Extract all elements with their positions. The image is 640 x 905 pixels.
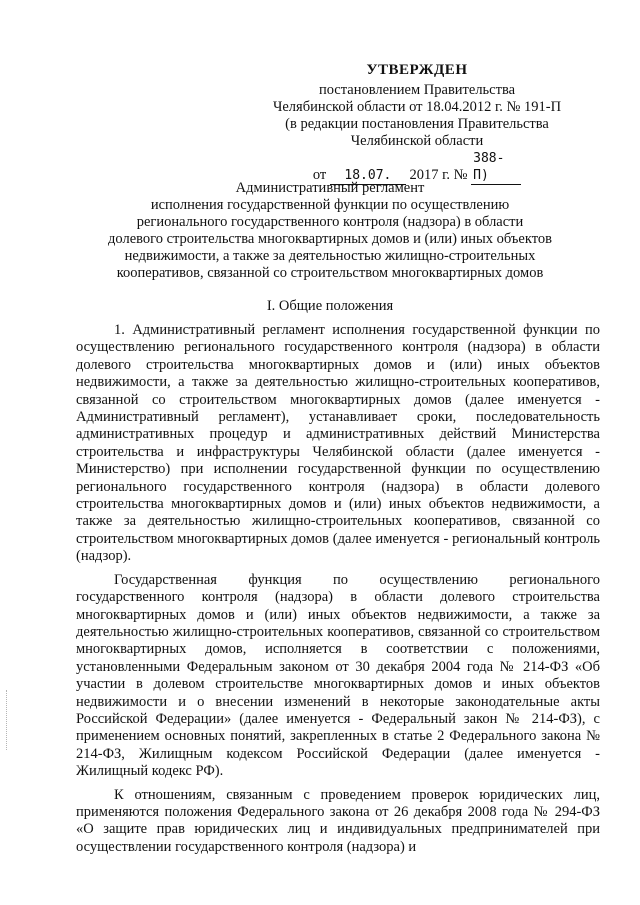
regulation-title-line: регионального государственного контроля (надзора) в области (136, 214, 524, 230)
section-heading: I. Общие положения (266, 298, 394, 314)
body-text (76, 322, 600, 862)
approval-line: Челябинской области (350, 133, 484, 149)
regulation-title-line: долевого строительства многоквартирных домов и (или) иных объектов (108, 231, 552, 247)
document-number: 388-П) (471, 150, 521, 185)
paragraph: К отношениям, связанным с проведением проверок юридических лиц, применяются положения Федерального закона от 26 декабря 2008 года № 294-ФЗ «О защите прав юридических лиц и индивидуальных предпринимателей при осуществлении государственного контроля (надзора) и (76, 786, 600, 855)
approval-line: (в редакции постановления Правительства (285, 116, 549, 132)
regulation-title-line: недвижимости, а также за деятельностью жилищно-строительных (124, 248, 536, 264)
date-prefix: от (312, 167, 327, 183)
scan-margin-marks (6, 690, 11, 750)
regulation-title-line: кооперативов, связанной со строительством многоквартирных домов (116, 265, 544, 281)
approved-heading: УТВЕРЖДЕН (366, 62, 468, 78)
date-year: 2017 г. № (409, 167, 468, 183)
approval-stamp-block (262, 62, 572, 185)
regulation-title-line: Административный регламент (235, 180, 425, 196)
approval-line: Челябинской области от 18.04.2012 г. № 191-П (272, 99, 562, 115)
regulation-title (60, 180, 600, 282)
approval-line: постановлением Правительства (318, 82, 516, 98)
regulation-title-line: исполнения государственной функции по осуществлению (150, 197, 510, 213)
date-value: 18.07. (330, 167, 406, 185)
paragraph: Государственная функция по осуществлению регионального государственного контроля (надзора) в области долевого строительства многоквартирных домов и (или) иных объектов недвижимости, а также за деятельностью жилищно-строительных кооперативов, связанной со строительством многоквартирных домов, исполняется в соответствии с положениями, установленными Федеральным законом от 30 декабря 2004 года № 214-ФЗ «Об участии в долевом строительстве многоквартирных домов и иных объектов недвижимости и о внесении изменений в некоторые законодательные акты Российской Федерации» (далее именуется - Федеральный закон № 214-ФЗ), с применением основных понятий, закрепленных в статье 2 Федерального закона № 214-ФЗ, Жилищным кодексом Российской Федерации (далее именуется - Жилищный кодекс РФ). (76, 571, 600, 780)
paragraph: 1. Административный регламент исполнения государственной функции по осуществлению регионального государственного контроля (надзора) в области долевого строительства многоквартирных домов и (или) иных объектов недвижимости, а также за деятельностью жилищно-строительных кооперативов, связанной со строительством многоквартирных домов (далее именуется - Административный регламент), устанавливает сроки, последовательность административных процедур и административных действий Министерства строительства и инфраструктуры Челябинской области (далее именуется - Министерство) при исполнении государственной функции по осуществлению регионального государственного контроля (надзора) в области долевого строительства многоквартирных домов и (или) иных объектов недвижимости, а также за деятельностью жилищно-строительных кооперативов, связанной со строительством многоквартирных домов (далее именуется - региональный контроль (надзор). (76, 322, 600, 565)
